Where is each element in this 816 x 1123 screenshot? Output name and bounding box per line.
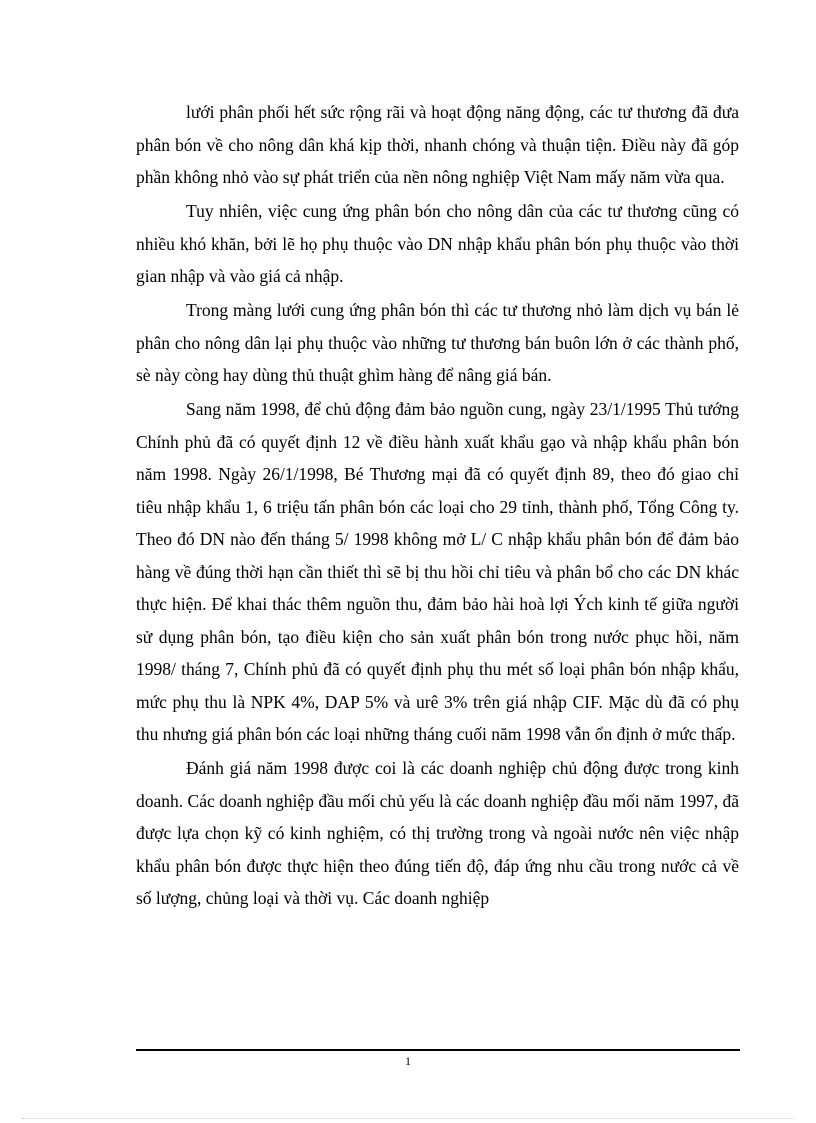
paragraph-1: lưới phân phối hết sức rộng rãi và hoạt động năng động, các tư thương đã đưa phân bón về cho nông dân khá kịp thời, nhanh chóng và thuận tiện. Điều này đã góp phần không nhỏ vào sự phát triển của nền nông nghiệp Việt Nam mấy năm vừa qua. (136, 102, 739, 187)
page-edge-divider (22, 1118, 794, 1119)
paragraph-2: Tuy nhiên, việc cung ứng phân bón cho nông dân của các tư thương cũng có nhiều khó khăn, bởi lẽ họ phụ thuộc vào DN nhập khẩu phân bón phụ thuộc vào thời gian nhập và vào giá cả nhập. (136, 201, 739, 286)
paragraph-3: Trong màng lưới cung ứng phân bón thì các tư thương nhỏ làm dịch vụ bán lẻ phân cho nông dân lại phụ thuộc vào những tư thương bán buôn lớn ở các thành phố, sè này còng hay dùng thủ thuật ghìm hàng để nâng giá bán. (136, 300, 739, 385)
paragraph-4: Sang năm 1998, để chủ động đảm bảo nguồn cung, ngày 23/1/1995 Thủ tướng Chính phủ đã có quyết định 12 về điều hành xuất khẩu gạo và nhập khẩu phân bón năm 1998. Ngày 26/1/1998, Bé Thương mại đã có quyết định 89, theo đó giao chỉ tiêu nhập khẩu 1, 6 triệu tấn phân bón các loại cho 29 tỉnh, thành phố, Tổng Công ty. Theo đó DN nào đến tháng 5/ 1998 không mở L/ C nhập khẩu phân bón để đảm bảo hàng về đúng thời hạn cần thiết thì sẽ bị thu hồi chỉ tiêu và phân bổ cho các DN khác thực hiện. Để khai thác thêm nguồn thu, đảm bảo hài hoà lợi Ých kinh tế giữa người sử dụng phân bón, tạo điều kiện cho sản xuất phân bón trong nước phục hồi, năm 1998/ tháng 7, Chính phủ đã có quyết định phụ thu mét số loại phân bón nhập khẩu, mức phụ thu là NPK 4%, DAP 5% và urê 3% trên giá nhập CIF. Mặc dù đã có phụ thu nhưng giá phân bón các loại những tháng cuối năm 1998 vẫn ổn định ở mức thấp. (136, 399, 739, 744)
paragraph-5: Đánh giá năm 1998 được coi là các doanh nghiệp chủ động được trong kinh doanh. Các doanh nghiệp đầu mối chủ yếu là các doanh nghiệp đầu mối năm 1997, đã được lựa chọn kỹ có kinh nghiệm, có thị trường trong và ngoài nước nên việc nhập khẩu phân bón được thực hiện theo đúng tiến độ, đáp ứng nhu cầu trong nước cả về số lượng, chủng loại và thời vụ. Các doanh nghiệp (136, 758, 739, 908)
body-text (136, 96, 739, 916)
page-number: 1 (405, 1054, 411, 1068)
footer-rule (136, 1049, 740, 1051)
